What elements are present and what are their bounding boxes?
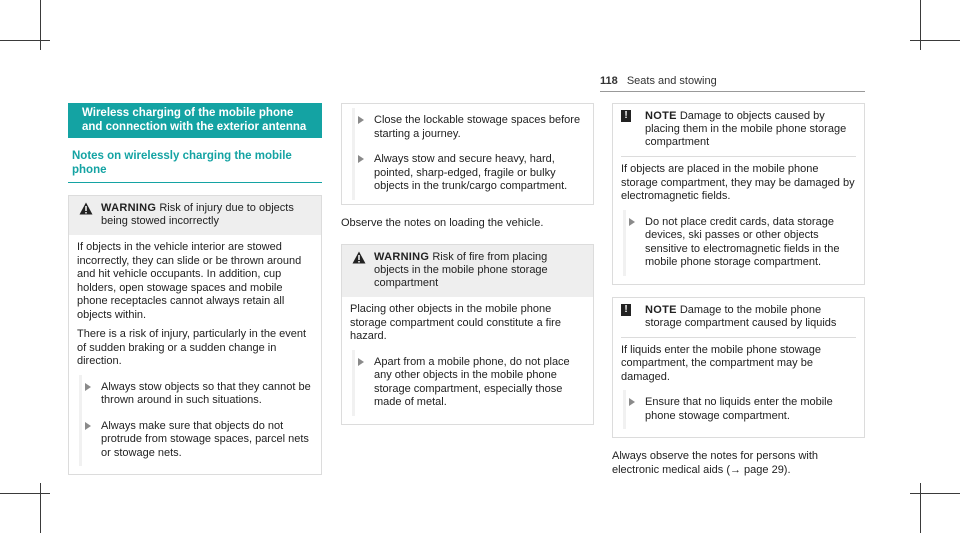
bullet-bar [352, 350, 355, 416]
note-paragraph: If objects are placed in the mobile phone storage compartment, they may be damaged by electromagnetic fields. [621, 163, 855, 202]
observe-text: Observe the notes on loading the vehicle. [341, 216, 544, 229]
crop-mark [910, 40, 960, 41]
bullet-bar [79, 414, 82, 467]
subheading: Notes on wirelessly charging the mobile phone [68, 149, 322, 183]
section-title-bar: Wireless charging of the mobile phone and connection with the exterior antenna [68, 103, 322, 138]
warning-box [68, 195, 322, 475]
list-item [350, 356, 585, 410]
crop-mark [910, 493, 960, 494]
triangle-bullet-icon [85, 422, 91, 430]
crop-mark [40, 0, 41, 50]
page-number: 118 [600, 75, 618, 87]
triangle-bullet-icon [358, 155, 364, 163]
list-item [77, 420, 313, 461]
notice-exclamation-icon: ! [621, 110, 631, 122]
footer-note: Always observe the notes for persons with electronic medical aids (→ page 29). [612, 450, 819, 476]
crop-mark [0, 40, 50, 41]
bullet-bar [79, 375, 82, 414]
bullet-bar [623, 390, 626, 429]
note-title: Damage to objects caused by placing them in the mobile phone storage compartment [645, 110, 847, 148]
crop-mark [40, 483, 41, 533]
page-header [600, 75, 717, 87]
bullet-text: Always stow objects so that they cannot be thrown around in such situations. [101, 380, 311, 406]
list-item [621, 396, 856, 423]
warning-continuation-body [342, 104, 593, 204]
warning-title: Risk of injury due to objects being stowed incorrectly [101, 202, 294, 227]
bullet-text: Close the lockable stowage spaces before starting a journey. [374, 114, 581, 140]
note-label: NOTE [645, 110, 677, 122]
warning-paragraph: Placing other objects in the mobile phone storage compartment could constitute a fire hazard. [350, 303, 561, 342]
list-item [77, 381, 313, 408]
note-box [612, 103, 865, 285]
triangle-bullet-icon [629, 218, 635, 226]
note-header [613, 298, 864, 337]
crop-mark [920, 483, 921, 533]
note-body [613, 338, 864, 438]
bullet-bar [352, 147, 355, 200]
triangle-bullet-icon [85, 383, 91, 391]
crop-mark [920, 0, 921, 50]
section-title: Seats and stowing [626, 75, 717, 87]
warning-body [69, 235, 321, 474]
bullet-bar [352, 108, 355, 147]
note-label: NOTE [645, 303, 677, 316]
warning-body [342, 297, 593, 424]
triangle-bullet-icon [629, 398, 635, 406]
warning-header [69, 196, 321, 235]
bullet-text: Always stow and secure heavy, hard, pointed, sharp-edged, fragile or bulky objects in the trunk/cargo compartment. [374, 153, 568, 192]
header-divider [600, 91, 865, 92]
warning-label: WARNING [101, 202, 157, 214]
list-item [350, 114, 585, 141]
crop-mark [0, 493, 50, 494]
note-header [613, 104, 864, 156]
note-paragraph: If liquids enter the mobile phone stowage compartment, the compartment may be damaged. [621, 343, 821, 383]
column-2 [341, 103, 594, 425]
warning-label: WARNING [374, 251, 430, 263]
warning-header [342, 245, 593, 297]
warning-paragraph: If objects in the vehicle interior are stowed incorrectly, they can slide or be thrown around and hit vehicle occupants. In addition, cup holders, open stowage spaces and mobile phone receptacles cannot always retain all objects within. [77, 241, 302, 321]
bullet-text: Apart from a mobile phone, do not place any other objects in the mobile phone storage compartment, especially those made of metal. [374, 355, 570, 408]
triangle-bullet-icon [358, 358, 364, 366]
bullet-text: Do not place credit cards, data storage devices, ski passes or other objects sensitive to electromagnetic fields in the mobile phone storage compartment. [645, 215, 840, 268]
warning-box [341, 244, 594, 425]
warning-continuation-box [341, 103, 594, 205]
column-3 [612, 103, 865, 477]
notice-exclamation-icon: ! [621, 304, 631, 316]
note-body [613, 157, 864, 284]
column-1 [68, 103, 322, 475]
bullet-bar [623, 210, 626, 276]
triangle-bullet-icon [358, 116, 364, 124]
warning-title: Risk of fire from placing objects in the mobile phone storage compartment [374, 251, 548, 289]
bullet-text: Ensure that no liquids enter the mobile phone stowage compartment. [645, 396, 833, 422]
warning-paragraph: There is a risk of injury, particularly in the event of sudden braking or a sudden change in direction. [77, 328, 307, 367]
list-item [350, 153, 585, 194]
note-box [612, 297, 865, 439]
bullet-text: Always make sure that objects do not protrude from stowage spaces, parcel nets or stowage nets. [101, 419, 309, 459]
warning-triangle-icon [79, 202, 93, 215]
note-title: Damage to the mobile phone storage compartment caused by liquids [645, 303, 837, 329]
list-item [621, 216, 856, 270]
warning-triangle-icon [352, 251, 366, 264]
